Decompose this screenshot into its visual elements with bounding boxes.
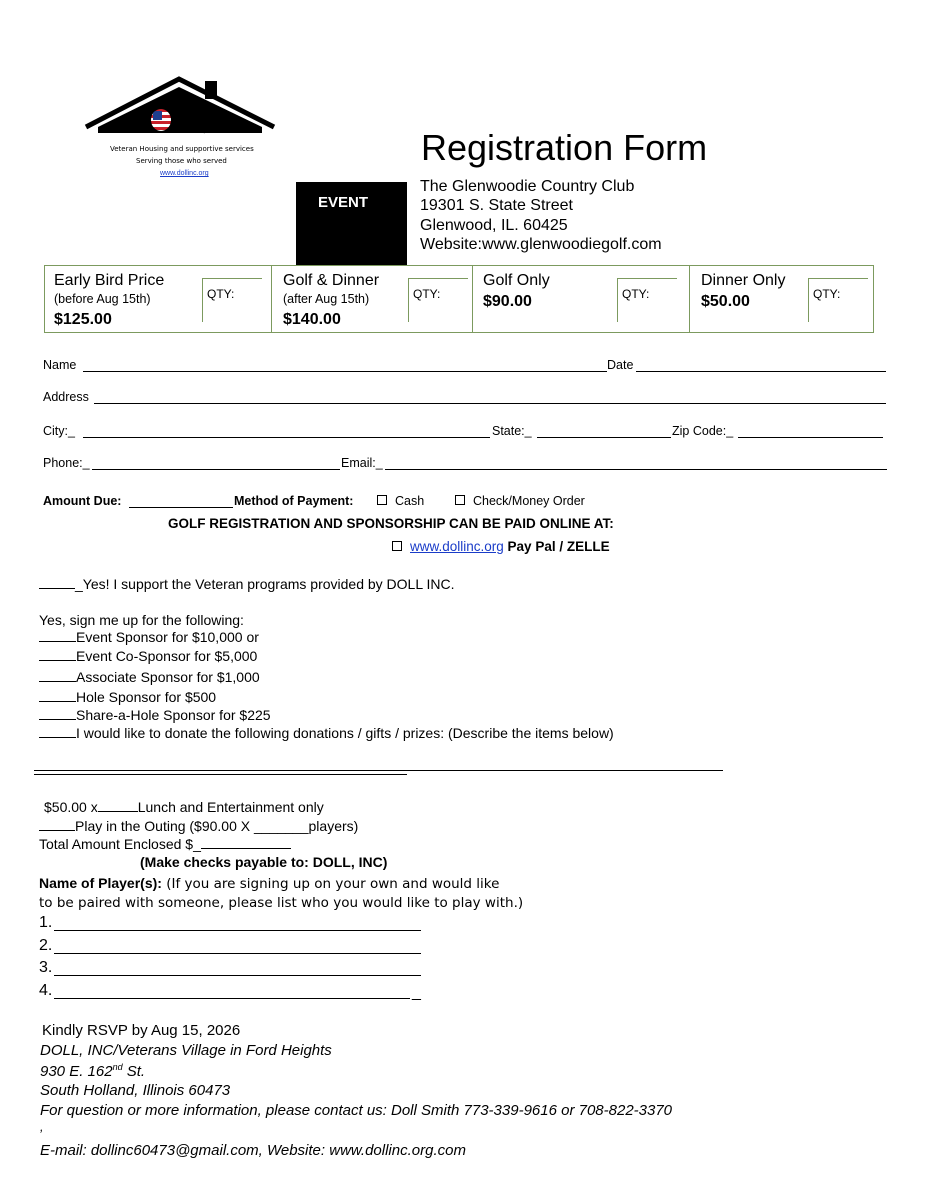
pricing-note: (before Aug 15th) bbox=[54, 292, 151, 306]
lunch-qty-blank[interactable] bbox=[98, 800, 138, 812]
address-label: Address bbox=[43, 390, 89, 404]
logo-url[interactable]: www.dollinc.org bbox=[160, 170, 209, 177]
support-line bbox=[39, 576, 455, 592]
zip-label: Zip Code:_ bbox=[672, 424, 734, 438]
footer-street-sup: nd bbox=[112, 1062, 123, 1072]
pricing-table bbox=[44, 265, 874, 333]
cash-label: Cash bbox=[395, 494, 425, 508]
footer-email-website: E-mail: dollinc60473@gmail.com, Website: www.dollinc.org.com bbox=[40, 1142, 466, 1159]
players-instructions-1: (If you are signing up on your own and would like bbox=[161, 876, 500, 892]
cash-option[interactable] bbox=[377, 494, 424, 508]
email-label: Email:_ bbox=[341, 456, 383, 470]
check-label: Check/Money Order bbox=[473, 494, 585, 508]
state-label: State:_ bbox=[492, 424, 532, 438]
pricing-name: Golf Only bbox=[483, 272, 550, 289]
support-text: _Yes! I support the Veteran programs provided by DOLL INC. bbox=[75, 576, 455, 592]
total-input[interactable] bbox=[201, 837, 291, 849]
signup-option-label: I would like to donate the following donations / gifts / prizes: (Describe the items below) bbox=[76, 725, 614, 741]
pricing-note: (after Aug 15th) bbox=[283, 292, 370, 306]
lunch-price: $50.00 x bbox=[44, 799, 98, 815]
email-input[interactable] bbox=[385, 469, 887, 470]
pricing-cell-golf-dinner bbox=[272, 266, 473, 332]
signup-option bbox=[39, 629, 259, 645]
player-number-4: 4. bbox=[39, 982, 53, 999]
signup-blank[interactable] bbox=[39, 670, 76, 682]
pricing-cell-golf-only bbox=[473, 266, 690, 332]
lunch-label: Lunch and Entertainment only bbox=[137, 799, 324, 815]
rsvp-line: Kindly RSVP by Aug 15, 2026 bbox=[42, 1022, 241, 1039]
play-blank[interactable] bbox=[39, 819, 75, 831]
dollinc-link[interactable]: www.dollinc.org bbox=[410, 539, 504, 554]
player-4-input[interactable] bbox=[54, 998, 410, 999]
venue-line-2: 19301 S. State Street bbox=[420, 197, 573, 214]
logo-tagline-2: Serving those who served bbox=[136, 157, 227, 165]
signup-blank[interactable] bbox=[39, 708, 76, 720]
online-payment-checkbox[interactable] bbox=[392, 541, 402, 551]
players-instructions-2: to be paired with someone, please list who you would like to play with.) bbox=[39, 895, 524, 911]
city-input[interactable] bbox=[83, 437, 490, 438]
pricing-name: Early Bird Price bbox=[54, 272, 165, 289]
signup-option-label: Hole Sponsor for $500 bbox=[76, 689, 217, 705]
venue-website[interactable]: Website:www.glenwoodiegolf.com bbox=[420, 236, 662, 253]
player-number-3: 3. bbox=[39, 959, 53, 976]
footer-street-end: St. bbox=[122, 1063, 146, 1080]
player-4-trail: _ bbox=[412, 984, 421, 1001]
pricing-price: $125.00 bbox=[54, 311, 112, 328]
signup-blank[interactable] bbox=[39, 690, 76, 702]
state-input[interactable] bbox=[537, 437, 671, 438]
check-money-order-checkbox[interactable] bbox=[455, 495, 465, 505]
logo-text-d: D bbox=[130, 105, 150, 135]
signup-option bbox=[39, 648, 257, 664]
total-line bbox=[39, 836, 291, 852]
signup-option-label: Associate Sponsor for $1,000 bbox=[76, 669, 260, 685]
pricing-price: $50.00 bbox=[701, 293, 750, 310]
qty-field[interactable]: QTY: bbox=[408, 278, 468, 322]
signup-heading: Yes, sign me up for the following: bbox=[39, 612, 244, 628]
qty-field[interactable]: QTY: bbox=[808, 278, 868, 322]
date-label: Date bbox=[607, 358, 634, 372]
signup-option bbox=[39, 689, 216, 705]
footer-contact: For question or more information, please contact us: Doll Smith 773-339-9616 or 708-822-3370 bbox=[40, 1102, 673, 1119]
checks-payable: (Make checks payable to: DOLL, INC) bbox=[140, 854, 388, 870]
amount-due-label: Amount Due: bbox=[43, 494, 122, 508]
player-number-2: 2. bbox=[39, 937, 53, 954]
pricing-price: $140.00 bbox=[283, 311, 341, 328]
payment-method-label: Method of Payment: bbox=[234, 494, 354, 508]
players-heading: Name of Player(s): bbox=[39, 875, 162, 891]
pricing-price: $90.00 bbox=[483, 293, 532, 310]
phone-input[interactable] bbox=[92, 469, 340, 470]
signup-option bbox=[39, 669, 260, 685]
name-label: Name bbox=[43, 358, 77, 372]
signup-option bbox=[39, 707, 271, 723]
footer-street-num: 930 E. 162 bbox=[40, 1063, 113, 1080]
logo bbox=[84, 75, 284, 195]
name-input[interactable] bbox=[83, 371, 607, 372]
footer-comma: , bbox=[40, 1120, 44, 1134]
player-2-input[interactable] bbox=[54, 953, 421, 954]
signup-blank[interactable] bbox=[39, 630, 76, 642]
pricing-cell-early-bird bbox=[45, 266, 272, 332]
flag-o-icon bbox=[151, 109, 171, 131]
logo-inc: INC. bbox=[218, 118, 243, 132]
players-heading-line bbox=[39, 875, 499, 892]
signup-blank[interactable] bbox=[39, 649, 76, 661]
qty-field[interactable]: QTY: bbox=[202, 278, 262, 322]
online-payment-notice: GOLF REGISTRATION AND SPONSORSHIP CAN BE PAID ONLINE AT: bbox=[168, 516, 614, 531]
phone-label: Phone:_ bbox=[43, 456, 90, 470]
lunch-line bbox=[44, 799, 324, 815]
page-title: Registration Form bbox=[421, 127, 708, 168]
signup-option-label: Event Sponsor for $10,000 or bbox=[76, 629, 259, 645]
footer-city: South Holland, Illinois 60473 bbox=[40, 1082, 231, 1099]
logo-text-ll: LL, bbox=[171, 105, 212, 135]
amount-due-input[interactable] bbox=[129, 507, 233, 508]
venue-line-1: The Glenwoodie Country Club bbox=[420, 178, 635, 195]
player-1-input[interactable] bbox=[54, 930, 421, 931]
date-input[interactable] bbox=[636, 371, 886, 372]
pricing-name: Dinner Only bbox=[701, 272, 786, 289]
play-suffix: players) bbox=[308, 818, 359, 834]
support-blank[interactable] bbox=[39, 577, 75, 589]
pricing-name: Golf & Dinner bbox=[283, 272, 380, 289]
player-3-input[interactable] bbox=[54, 975, 421, 976]
address-input[interactable] bbox=[94, 403, 886, 404]
zip-input[interactable] bbox=[738, 437, 883, 438]
player-number-1: 1. bbox=[39, 914, 53, 931]
logo-tagline-1: Veteran Housing and supportive services bbox=[110, 145, 254, 153]
qty-field[interactable]: QTY: bbox=[617, 278, 677, 322]
venue-line-3: Glenwood, IL. 60425 bbox=[420, 217, 568, 234]
play-line bbox=[39, 818, 358, 834]
footer-street bbox=[40, 1062, 145, 1080]
signup-option-label: Event Co-Sponsor for $5,000 bbox=[76, 648, 258, 664]
total-label: Total Amount Enclosed $_ bbox=[39, 836, 201, 852]
pricing-cell-dinner-only bbox=[690, 266, 873, 332]
donation-description-input[interactable] bbox=[34, 770, 723, 771]
signup-blank[interactable] bbox=[39, 726, 76, 738]
city-label: City:_ bbox=[43, 424, 75, 438]
online-payment-option[interactable] bbox=[392, 539, 610, 554]
play-players-blank[interactable]: _______ bbox=[254, 818, 309, 834]
cash-checkbox[interactable] bbox=[377, 495, 387, 505]
signup-option bbox=[39, 725, 614, 741]
footer-org: DOLL, INC/Veterans Village in Ford Heights bbox=[40, 1042, 332, 1059]
play-prefix: Play in the Outing ($90.00 X bbox=[75, 818, 254, 834]
event-label: EVENT bbox=[318, 194, 369, 211]
check-option[interactable] bbox=[455, 494, 585, 508]
signup-option-label: Share-a-Hole Sponsor for $225 bbox=[76, 707, 271, 723]
online-methods: Pay Pal / ZELLE bbox=[503, 539, 610, 554]
donation-description-underline bbox=[34, 774, 407, 775]
